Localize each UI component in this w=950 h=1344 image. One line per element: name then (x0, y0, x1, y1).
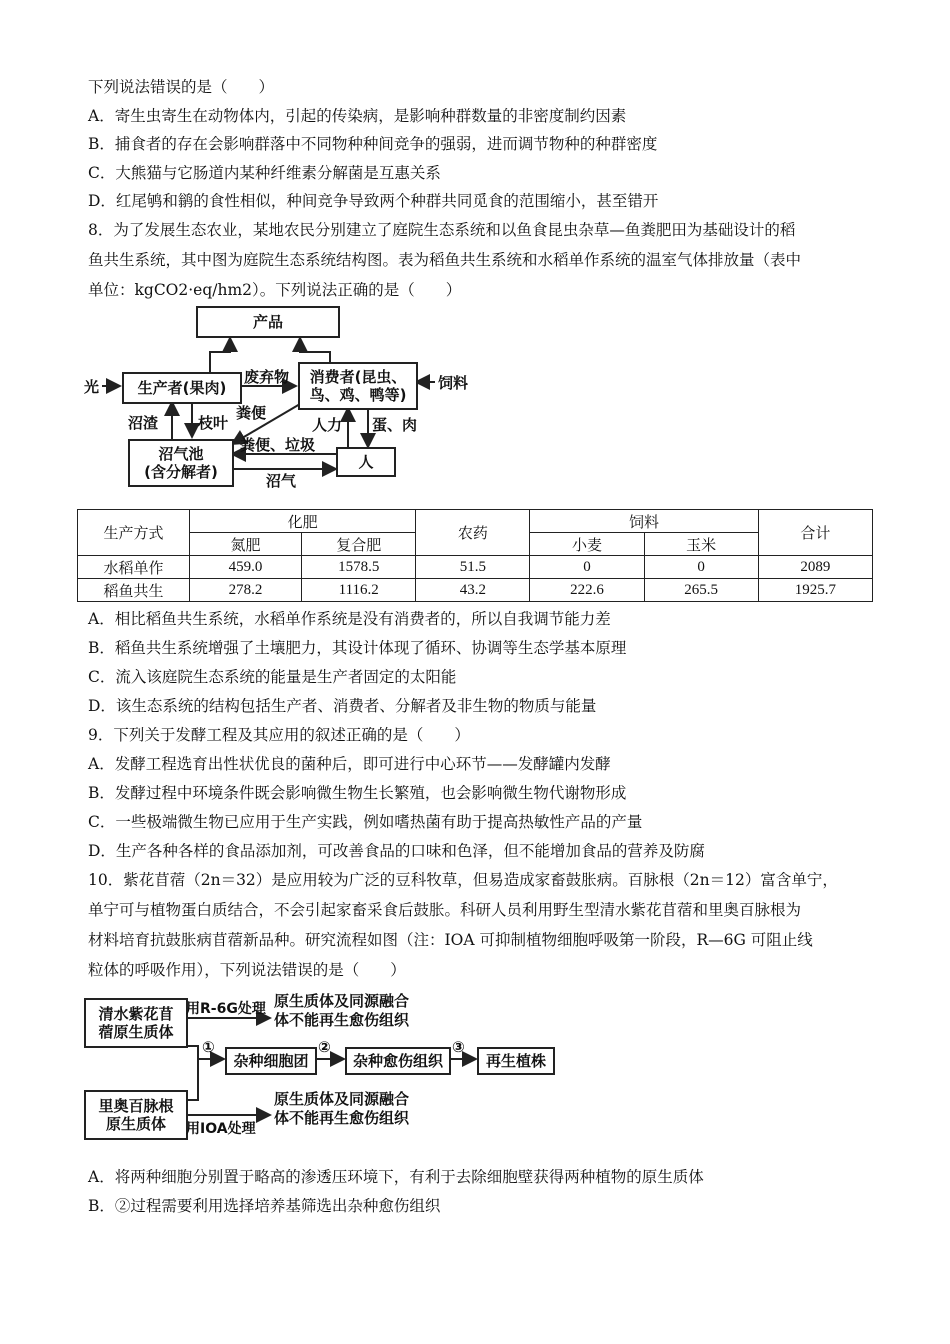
cell-comp: 1116.2 (302, 579, 416, 602)
person-box: 人 (336, 447, 396, 477)
biogas-label: 沼气 (266, 472, 297, 490)
hybrid-callus-box: 杂种愈伤组织 (345, 1047, 451, 1075)
q9-option-b: B．发酵过程中环境条件既会影响微生物生长繁殖，也会影响微生物代谢物形成 (88, 784, 627, 802)
header-fert: 化肥 (189, 510, 415, 533)
q7-option-d: D．红尾鸲和鹟的食性相似，种间竞争导致两个种群共同觅食的范围缩小，甚至错开 (88, 192, 659, 210)
residue-label: 沼渣 (128, 414, 159, 432)
fail-bottom-line2: 体不能再生愈伤组织 (274, 1109, 410, 1127)
egg-meat-label: 蛋、肉 (372, 416, 418, 434)
consumer-line2: 鸟、鸡、鸭等) (309, 386, 407, 404)
fail-note-top (274, 992, 409, 1030)
fusion-flow-diagram (82, 990, 562, 1140)
q8-stem-line1: 8．为了发展生态农业，某地农民分别建立了庭院生态系统和以鱼食昆虫杂草—鱼粪肥田为基础设计的稻 (88, 221, 796, 239)
r6g-label: 用R-6G处理 (186, 1001, 266, 1017)
q8-stem-line2: 鱼共生系统，其中图为庭院生态系统结构图。表为稻鱼共生系统和水稻单作系统的温室气体排放量（表中 (88, 251, 802, 269)
fail-note-bottom (274, 1090, 409, 1128)
alfalfa-line1: 清水紫花苜 (98, 1005, 174, 1023)
step3-label: ③ (452, 1038, 465, 1056)
q8-option-b: B．稻鱼共生系统增强了土壤肥力，其设计体现了循环、协调等生态学基本原理 (88, 639, 627, 657)
q8-option-a: A．相比稻鱼共生系统，水稻单作系统是没有消费者的，所以自我调节能力差 (88, 610, 611, 628)
step2-label: ② (318, 1038, 331, 1056)
courtyard-ecosystem-diagram (80, 304, 500, 494)
feed-label: 饲料 (438, 374, 469, 392)
fail-top-line1: 原生质体及同源融合 (274, 992, 410, 1010)
table-row (78, 556, 873, 579)
q9-option-c: C．一些极端微生物已应用于生产实践，例如嗜热菌有助于提高热敏性产品的产量 (88, 813, 643, 831)
ioa-label: 用IOA处理 (186, 1121, 256, 1137)
q7-option-b: B．捕食者的存在会影响群落中不同物种种间竞争的强弱，进而调节物种的种群密度 (88, 135, 658, 153)
dung-trash-label: 粪便、垃圾 (240, 436, 316, 454)
cell-corn: 265.5 (644, 579, 758, 602)
light-label: 光 (84, 378, 100, 396)
header-mode: 生产方式 (78, 510, 190, 556)
cell-n: 278.2 (189, 579, 301, 602)
q8-stem-line3: 单位：kgCO2·eq/hm2）。下列说法正确的是（ ） (88, 281, 462, 299)
cell-n: 459.0 (189, 556, 301, 579)
dung-label: 粪便 (236, 404, 267, 422)
header-feed: 饲料 (530, 510, 758, 533)
q10-stem-line4: 粒体的呼吸作用），下列说法错误的是（ ） (88, 961, 406, 979)
q9-option-d: D．生产各种各样的食品添加剂，可改善食品的口味和色泽，但不能增加食品的营养及防腐 (88, 842, 705, 860)
header-pest: 农药 (416, 510, 530, 556)
biogas-box (128, 439, 234, 487)
cell-name: 水稻单作 (78, 556, 190, 579)
alfalfa-line2: 蓿原生质体 (98, 1023, 174, 1041)
waste-label: 废弃物 (244, 368, 290, 386)
lotus-line2: 原生质体 (105, 1115, 166, 1133)
step1-label: ① (202, 1038, 215, 1056)
q8-option-c: C．流入该庭院生态系统的能量是生产者固定的太阳能 (88, 668, 457, 686)
q9-option-a: A．发酵工程选育出性状优良的菌种后，即可进行中心环节——发酵罐内发酵 (88, 755, 611, 773)
cell-total: 2089 (758, 556, 872, 579)
fail-top-line2: 体不能再生愈伤组织 (274, 1011, 410, 1029)
consumer-box (298, 362, 418, 410)
cell-wheat: 0 (530, 556, 644, 579)
biogas-line1: 沼气池 (158, 445, 204, 463)
cell-total: 1925.7 (758, 579, 872, 602)
header-n: 氮肥 (189, 533, 301, 556)
cell-wheat: 222.6 (530, 579, 644, 602)
table-header-row (78, 510, 873, 533)
header-wheat: 小麦 (530, 533, 644, 556)
header-total: 合计 (758, 510, 872, 556)
fail-bottom-line1: 原生质体及同源融合 (274, 1090, 410, 1108)
cell-name: 稻鱼共生 (78, 579, 190, 602)
header-comp: 复合肥 (302, 533, 416, 556)
q7-option-a: A．寄生虫寄生在动物体内，引起的传染病，是影响种群数量的非密度制约因素 (88, 107, 627, 125)
producer-box: 生产者(果肉) (122, 372, 242, 404)
emission-table (77, 509, 873, 602)
q10-stem-line2: 单宁可与植物蛋白质结合，不会引起家畜采食后鼓胀。科研人员利用野生型清水紫花苜蓿和里奥百脉根为 (88, 901, 802, 919)
alfalfa-protoplast-box (84, 998, 188, 1048)
q8-option-d: D．该生态系统的结构包括生产者、消费者、分解者及非生物的物质与能量 (88, 697, 597, 715)
regenerated-plant-box: 再生植株 (477, 1047, 555, 1075)
branches-label: 枝叶 (198, 414, 229, 432)
table-row (78, 579, 873, 602)
q7-option-c: C．大熊猫与它肠道内某种纤维素分解菌是互惠关系 (88, 164, 441, 182)
consumer-line1: 消费者(昆虫、 (309, 368, 407, 386)
cell-corn: 0 (644, 556, 758, 579)
cell-comp: 1578.5 (302, 556, 416, 579)
q10-stem-line3: 材料培育抗鼓胀病苜蓿新品种。研究流程如图（注：IOA 可抑制植物细胞呼吸第一阶段，R—6G 可阻止线 (88, 931, 813, 949)
q9-stem: 9．下列关于发酵工程及其应用的叙述正确的是（ ） (88, 726, 470, 744)
lotus-line1: 里奥百脉根 (98, 1097, 174, 1115)
q7-stem: 下列说法错误的是（ ） (88, 78, 275, 96)
biogas-line2: (含分解者) (144, 463, 218, 481)
labor-label: 人力 (312, 416, 343, 434)
hybrid-cell-box: 杂种细胞团 (225, 1047, 317, 1075)
q10-option-a: A．将两种细胞分别置于略高的渗透压环境下，有利于去除细胞壁获得两种植物的原生质体 (88, 1168, 704, 1186)
product-box: 产品 (196, 306, 340, 338)
cell-pest: 43.2 (416, 579, 530, 602)
lotus-protoplast-box (84, 1090, 188, 1140)
q10-stem-line1: 10．紫花苜蓿（2n＝32）是应用较为广泛的豆科牧草，但易造成家畜鼓胀病。百脉根（2n＝12）富含单宁， (88, 871, 838, 889)
header-corn: 玉米 (644, 533, 758, 556)
q10-option-b: B．②过程需要利用选择培养基筛选出杂种愈伤组织 (88, 1197, 441, 1215)
cell-pest: 51.5 (416, 556, 530, 579)
